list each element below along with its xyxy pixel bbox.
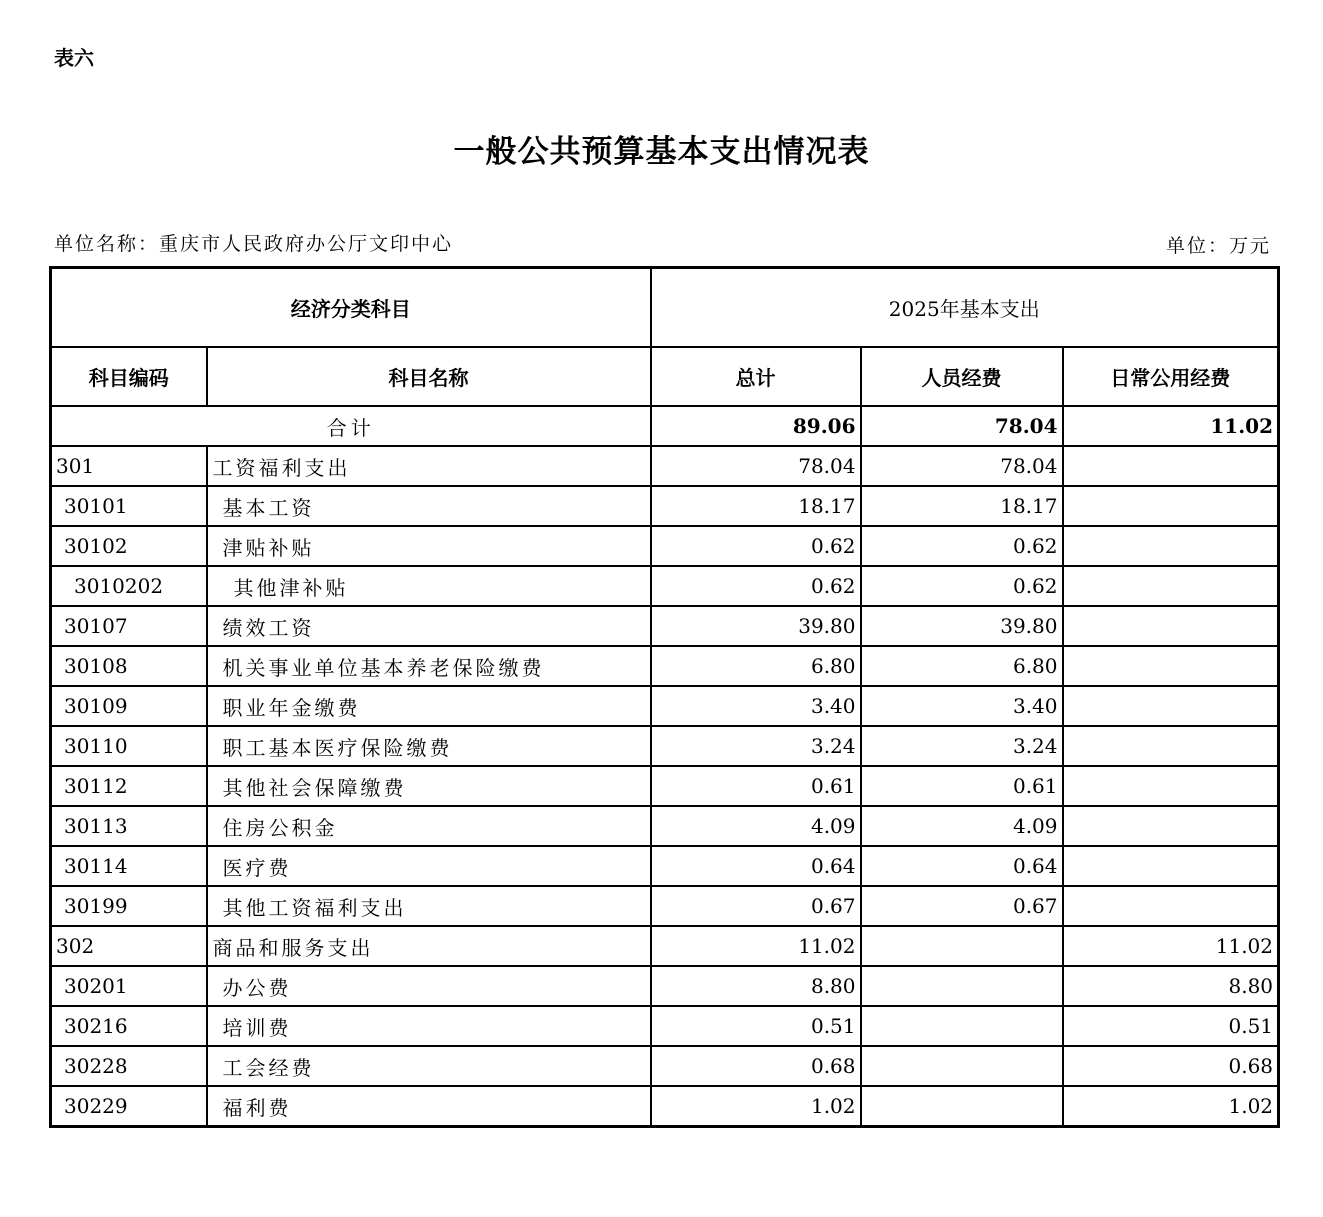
row-personnel xyxy=(861,1086,1063,1127)
row-code: 30101 xyxy=(51,486,207,526)
row-personnel: 4.09 xyxy=(861,806,1063,846)
row-name: 绩效工资 xyxy=(207,606,651,646)
row-public xyxy=(1063,446,1279,486)
col-header-public: 日常公用经费 xyxy=(1063,347,1279,406)
table-row xyxy=(51,446,1279,486)
row-code: 30112 xyxy=(51,766,207,806)
table-row xyxy=(51,606,1279,646)
table-row xyxy=(51,566,1279,606)
row-code: 30107 xyxy=(51,606,207,646)
table-row xyxy=(51,646,1279,686)
row-public xyxy=(1063,486,1279,526)
row-code: 30216 xyxy=(51,1006,207,1046)
row-public: 0.68 xyxy=(1063,1046,1279,1086)
table-row xyxy=(51,1086,1279,1127)
row-name: 住房公积金 xyxy=(207,806,651,846)
row-personnel: 78.04 xyxy=(861,446,1063,486)
table-row xyxy=(51,846,1279,886)
row-personnel xyxy=(861,966,1063,1006)
row-total: 39.80 xyxy=(651,606,861,646)
row-public xyxy=(1063,806,1279,846)
row-name: 其他社会保障缴费 xyxy=(207,766,651,806)
row-name: 职工基本医疗保险缴费 xyxy=(207,726,651,766)
col-header-name: 科目名称 xyxy=(207,347,651,406)
row-personnel: 0.64 xyxy=(861,846,1063,886)
row-code: 30199 xyxy=(51,886,207,926)
total-personnel: 78.04 xyxy=(861,406,1063,446)
row-personnel: 18.17 xyxy=(861,486,1063,526)
row-total: 4.09 xyxy=(651,806,861,846)
header-column-row xyxy=(51,347,1279,406)
row-code: 30109 xyxy=(51,686,207,726)
row-personnel: 0.62 xyxy=(861,566,1063,606)
col-header-personnel: 人员经费 xyxy=(861,347,1063,406)
row-personnel: 0.67 xyxy=(861,886,1063,926)
row-name: 职业年金缴费 xyxy=(207,686,651,726)
row-name: 津贴补贴 xyxy=(207,526,651,566)
row-name: 工资福利支出 xyxy=(207,446,651,486)
header-econ-class: 经济分类科目 xyxy=(51,268,651,348)
row-public xyxy=(1063,566,1279,606)
row-total: 11.02 xyxy=(651,926,861,966)
row-code: 30114 xyxy=(51,846,207,886)
unit-name-label: 单位名称：重庆市人民政府办公厅文印中心 xyxy=(54,233,454,255)
row-personnel: 3.24 xyxy=(861,726,1063,766)
table-row xyxy=(51,766,1279,806)
row-code: 30229 xyxy=(51,1086,207,1127)
table-row xyxy=(51,966,1279,1006)
table-row xyxy=(51,926,1279,966)
row-public xyxy=(1063,726,1279,766)
row-total: 0.61 xyxy=(651,766,861,806)
col-header-code: 科目编码 xyxy=(51,347,207,406)
row-public xyxy=(1063,766,1279,806)
row-total: 3.40 xyxy=(651,686,861,726)
total-row xyxy=(51,406,1279,446)
row-name: 培训费 xyxy=(207,1006,651,1046)
row-personnel: 39.80 xyxy=(861,606,1063,646)
row-code: 30108 xyxy=(51,646,207,686)
row-total: 18.17 xyxy=(651,486,861,526)
row-name: 其他津补贴 xyxy=(207,566,651,606)
table-row xyxy=(51,486,1279,526)
row-name: 其他工资福利支出 xyxy=(207,886,651,926)
row-total: 0.62 xyxy=(651,566,861,606)
row-personnel: 0.62 xyxy=(861,526,1063,566)
currency-unit-label: 单位：万元 xyxy=(1165,235,1271,257)
table-row xyxy=(51,1046,1279,1086)
row-public xyxy=(1063,886,1279,926)
row-total: 78.04 xyxy=(651,446,861,486)
row-code: 3010202 xyxy=(51,566,207,606)
row-name: 办公费 xyxy=(207,966,651,1006)
header-year-group: 2025年基本支出 xyxy=(651,268,1279,348)
row-code: 30102 xyxy=(51,526,207,566)
row-name: 医疗费 xyxy=(207,846,651,886)
row-name: 工会经费 xyxy=(207,1046,651,1086)
total-label: 合计 xyxy=(51,406,651,446)
row-name: 福利费 xyxy=(207,1086,651,1127)
row-code: 30228 xyxy=(51,1046,207,1086)
row-name: 商品和服务支出 xyxy=(207,926,651,966)
row-name: 机关事业单位基本养老保险缴费 xyxy=(207,646,651,686)
row-total: 1.02 xyxy=(651,1086,861,1127)
row-total: 0.67 xyxy=(651,886,861,926)
row-code: 302 xyxy=(51,926,207,966)
table-row xyxy=(51,686,1279,726)
row-code: 301 xyxy=(51,446,207,486)
page-title: 一般公共预算基本支出情况表 xyxy=(453,134,870,170)
row-code: 30113 xyxy=(51,806,207,846)
table-number-label: 表六 xyxy=(54,46,94,70)
row-total: 0.62 xyxy=(651,526,861,566)
table-row xyxy=(51,806,1279,846)
row-public xyxy=(1063,646,1279,686)
row-personnel xyxy=(861,926,1063,966)
row-public: 1.02 xyxy=(1063,1086,1279,1127)
row-total: 0.68 xyxy=(651,1046,861,1086)
row-code: 30110 xyxy=(51,726,207,766)
row-total: 8.80 xyxy=(651,966,861,1006)
row-total: 0.64 xyxy=(651,846,861,886)
row-public xyxy=(1063,526,1279,566)
table-row xyxy=(51,526,1279,566)
row-personnel: 0.61 xyxy=(861,766,1063,806)
budget-table xyxy=(49,266,1280,1128)
row-public xyxy=(1063,686,1279,726)
row-personnel: 3.40 xyxy=(861,686,1063,726)
table-row xyxy=(51,726,1279,766)
row-personnel: 6.80 xyxy=(861,646,1063,686)
header-group-row xyxy=(51,268,1279,348)
row-public: 0.51 xyxy=(1063,1006,1279,1046)
total-amount: 89.06 xyxy=(651,406,861,446)
row-total: 3.24 xyxy=(651,726,861,766)
row-code: 30201 xyxy=(51,966,207,1006)
row-public xyxy=(1063,606,1279,646)
table-row xyxy=(51,1006,1279,1046)
row-public: 11.02 xyxy=(1063,926,1279,966)
row-personnel xyxy=(861,1046,1063,1086)
row-public: 8.80 xyxy=(1063,966,1279,1006)
total-public: 11.02 xyxy=(1063,406,1279,446)
col-header-total: 总计 xyxy=(651,347,861,406)
table-row xyxy=(51,886,1279,926)
row-total: 6.80 xyxy=(651,646,861,686)
row-name: 基本工资 xyxy=(207,486,651,526)
row-public xyxy=(1063,846,1279,886)
row-personnel xyxy=(861,1006,1063,1046)
row-total: 0.51 xyxy=(651,1006,861,1046)
